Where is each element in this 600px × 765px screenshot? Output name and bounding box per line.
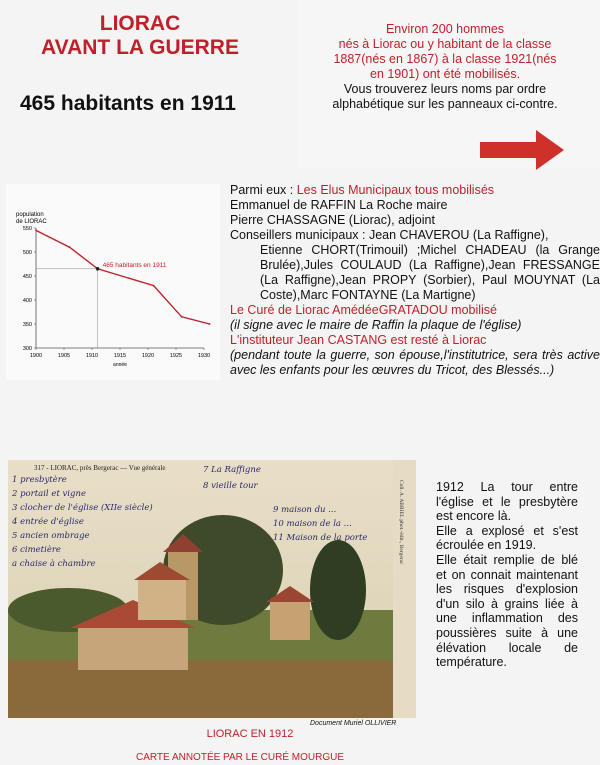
y-tick-label: 300 <box>22 346 32 352</box>
postcard-church <box>138 578 186 620</box>
instituteur-line: L'instituteur Jean CASTANG est resté à Liorac <box>230 333 487 347</box>
title-line-2: AVANT LA GUERRE <box>41 36 239 59</box>
x-tick-label: 1910 <box>85 353 99 359</box>
x-tick-label: 1920 <box>141 353 155 359</box>
x-tick-label: 1905 <box>57 353 71 359</box>
postcard-annotation: 4 entrée d'église <box>12 517 84 527</box>
postcard-annotation: 7 La Raffigne <box>203 465 261 475</box>
postcard-printed-caption: 317 - LIORAC, près Bergerac — Vue générale <box>34 464 166 472</box>
councillors-label: Conseillers municipaux : Jean CHAVEROU (La Raffigne), <box>230 228 549 242</box>
postcard-annotation: 6 cimetière <box>12 545 61 555</box>
postcard-annotation: 3 clocher de l'église (XIIe siècle) <box>12 503 153 513</box>
intro-line: 1887(nés en 1867) à la classe 1921(nés <box>333 52 557 66</box>
postcard-building <box>270 600 310 640</box>
postcard-image <box>8 460 416 718</box>
chart-marks <box>35 230 210 349</box>
postcard-field <box>8 660 416 718</box>
y-tick-label: 550 <box>22 226 32 232</box>
intro-line: en 1901) ont été mobilisés. <box>369 67 521 81</box>
photo-credit: Document Muriel OLLIVIER <box>310 720 397 727</box>
tower-paragraph: 1912 La tour entre l'église et le presbytère est encore là. <box>436 480 578 524</box>
chart-title-line-2: de LIORAC <box>16 219 47 225</box>
list-intro <box>230 183 600 198</box>
annotated-caption: CARTE ANNOTÉE PAR LE CURÉ MOURGUE <box>136 752 344 763</box>
tower-explanation <box>436 480 578 670</box>
postcard-annotation: a chaise à chambre <box>12 559 96 569</box>
data-point <box>209 323 211 325</box>
mayor-line: Emmanuel de RAFFIN La Roche maire <box>230 198 448 212</box>
data-point <box>69 246 71 248</box>
tower-paragraph: Elle était remplie de blé et on connait maintenant les risques d'explosion d'un silo à grains liée à une inflammation des poussières suite à une élévation locale de température. <box>436 552 578 670</box>
x-tick-label: 1925 <box>169 353 183 359</box>
x-axis-label: année <box>113 362 127 368</box>
postcard-publisher: Coll. A. ABRIEL phot.-édit., Bergerac <box>398 480 404 565</box>
population-chart <box>6 184 220 380</box>
chart-title <box>16 212 47 225</box>
instituteur-note: (pendant toute la guerre, son épouse,l'institutrice, sera très active avec les enfants pour les œuvres du Tricot, des Blessés...) <box>230 348 600 377</box>
y-tick-label: 400 <box>22 298 32 304</box>
chart-annotation: 465 habitants en 1911 <box>102 261 167 269</box>
intro-text <box>300 22 590 112</box>
y-tick-label: 350 <box>22 322 32 328</box>
list-intro-red: Les Elus Municipaux tous mobilisés <box>296 183 495 197</box>
tower-paragraph: Elle a explosé et s'est écroulée en 1919. <box>436 523 578 553</box>
data-point <box>35 230 37 232</box>
postcard-annotation: 10 maison de la ... <box>273 519 352 529</box>
intro-line: Vous trouverez leurs noms par ordre <box>343 82 547 96</box>
cure-line: Le Curé de Liorac AmédéeGRATADOU mobilisé <box>230 303 498 317</box>
data-point <box>153 285 155 287</box>
chart-axes <box>23 226 210 368</box>
intro-line: alphabétique sur les panneaux ci-contre. <box>332 97 558 111</box>
postcard-house <box>78 625 188 670</box>
title-line-1: LIORAC <box>99 12 181 35</box>
intro-line: nés à Liorac ou y habitant de la classe <box>338 37 552 51</box>
mobilised-list <box>230 183 600 378</box>
postcard-annotation: 1 presbytère <box>12 475 67 485</box>
postcard-annotation: 9 maison du ... <box>273 505 337 515</box>
population-heading: 465 habitants en 1911 <box>20 92 236 115</box>
intro-line: Environ 200 hommes <box>385 22 505 36</box>
data-point <box>181 316 183 318</box>
list-intro-label: Parmi eux : <box>230 183 294 197</box>
deputy-line: Pierre CHASSAGNE (Liorac), adjoint <box>230 213 435 227</box>
y-tick-label: 500 <box>22 250 32 256</box>
y-tick-label: 450 <box>22 274 32 280</box>
population-line <box>36 230 210 324</box>
page-title <box>10 12 270 60</box>
postcard-caption: LIORAC EN 1912 <box>206 728 294 740</box>
chart-title-line-1: population <box>16 212 44 218</box>
highlight-point <box>96 267 100 271</box>
x-tick-label: 1900 <box>29 353 43 359</box>
postcard-annotation: 2 portail et vigne <box>12 489 86 499</box>
chart-svg <box>6 184 220 380</box>
postcard-annotation: 11 Maison de la porte <box>273 533 368 543</box>
councillors-list: Etienne CHORT(Trimouil) ;Michel CHADEAU (la Grange Brulée),Jules COULAUD (La Raffigne),Jean FRESSANGE (La Raffigne),Jean PROPY (Sorbier), Paul MOUYNAT (La Coste),Marc FONTAYNE (La Martigne) <box>260 243 600 302</box>
postcard-annotation: 8 vieille tour <box>203 481 258 491</box>
cure-note: (il signe avec le maire de Raffin la plaque de l'église) <box>230 318 522 332</box>
postcard-annotation: 5 ancien ombrage <box>12 531 90 541</box>
postcard-cypress <box>310 540 366 640</box>
x-tick-label: 1930 <box>197 353 211 359</box>
x-tick-label: 1915 <box>113 353 127 359</box>
arrow-right-icon <box>480 130 564 170</box>
